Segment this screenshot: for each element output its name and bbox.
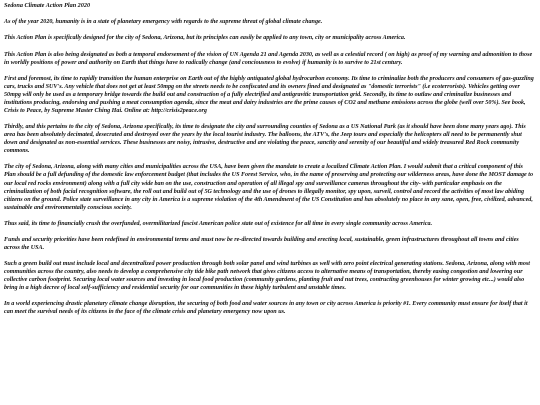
paragraph: Such a green build out must include local and decentralized power production through both solar panel and wind turbines as well with zero point electrical generating stations. Sedona, Arizona, along with most communities across the country, also needs to develop a comprehensive city tide bike path network that gives citizens access to alternative means of transportation, thereby easing congestion and lowering our collective carbon footprint. Securing local water sources and investing in local food production (community gardens, planting fruit and nut trees, contructing greenhouses for winter growing etc...) would also bring in a high decree of local self-sufficiency and residential security for our communities in these highly turbulent and unstable times. xyxy=(4,261,530,292)
document-title: Sedona Climate Action Plan 2020 xyxy=(4,2,91,9)
paragraph: First and foremost, its time to rapidly transition the human enterprise on Earth out of the highly antiquated global hydrocarbon economy. Its time to criminalize both the producers and consumers of gas-guzzling cars, trucks and SUV's. Any vehicle that does not get at least 50mpg on the streets needs to be confiscated and its owners fined and designated as "domestic terrorists" (i.e ecoterrorists). Vehicles getting over 50mpg will only be used as a temporary bridge towards the build out and construction of a fully electrified and antigravitic transportation grid. Secondly, its time to outlaw and criminalize businesses and institutions producing, endorsing and pushing a meat consumption agenda, since the meat and dairy industries are the prime causes of CO2 and methane emissions across the globe (well over 50%). See book, Crisis to Peace, by Supreme Master Ching Hai. Online at: http://crisis2peace.org xyxy=(4,75,534,114)
paragraph: This Action Plan is also being designated as both a temporal endorsement of the vision of UN Agenda 21 and Agenda 2030, as well as a celestial record ( on high) as proof of my warning and admonition to those in worldly positions of power and authority on Earth that things have to radically change (and conciousness to evolve) if humanity is to survive to 21st century. xyxy=(4,51,533,66)
paragraph: This Action Plan is specifically designed for the city of Sedona, Arizona, but its principles can easily be applied to any town, city or municipality across America. xyxy=(4,35,406,42)
paragraph: Thirdly, and this pertains to the city of Sedona, Arizona specifically, its time to designate the city and surrounding counties of Sedona as a US National Park (as it should have been done many years ago). This area has been absolutely decimated, desecrated and destroyed over the years by the local tourist industry. The balloons, the ATV's, the Jeep tours and especially the helicopters all need to be permanently shut down and designated as non-essential services. These businesses are noisy, intrusive, destructive and are violating the peace, sanctity and serenity of our beautiful and widely treasured Red Rock community commons. xyxy=(4,124,526,155)
paragraph: As of the year 2020, humanity is in a state of planetary emergency with regards to the supreme threat of global climate change. xyxy=(4,19,323,26)
document xyxy=(4,2,536,325)
paragraph: The city of Sedona, Arizona, along with many cities and municipalities across the USA, have been given the mandate to create a localized Climate Action Plan. I would submit that a critical component of this Plan should be a full defunding of the domestic law enforcement budget (that includes the US Forest Service, who, in the name of preserving and protecting our wilderness areas, have done the MOST damage to our local red rocks environment) along with a full city wide ban on the use, construction and operation of all illegal spy and surveillance cameras throughout the city- with particular emphasis on the criminalization of both facial recognition software, the roll out and build out of 5G technology and the use of drones to illegally monitor, spy upon, surveil, control and record the activities of most law abiding citizens on the ground. Police state surveillance in any city in America is a supreme violation of the 4th Amendment of the US Constitution and has absolutely no place in any sane, open, free, civilized, advanced, sustainable and environmentally conscious society. xyxy=(4,164,533,211)
paragraph: Thus said, its time to financially crush the overfunded, overmilitarized fascist American police state out of existence for all time in every single community across America. xyxy=(4,220,433,227)
paragraph: In a world experiencing drastic planetary climate change disruption, the securing of both food and water sources in any town or city across America is priority #1. Every community must ensure for itself that it can meet the survival needs of its citizens in the face of the climate crisis and planetary emergency now upon us. xyxy=(4,301,528,316)
paragraph: Funds and security priorities have been redefined in environmental terms and must now be re-directed towards building and erecting local, sustainable, green infrastructures throughout all towns and cities across the USA. xyxy=(4,236,519,251)
